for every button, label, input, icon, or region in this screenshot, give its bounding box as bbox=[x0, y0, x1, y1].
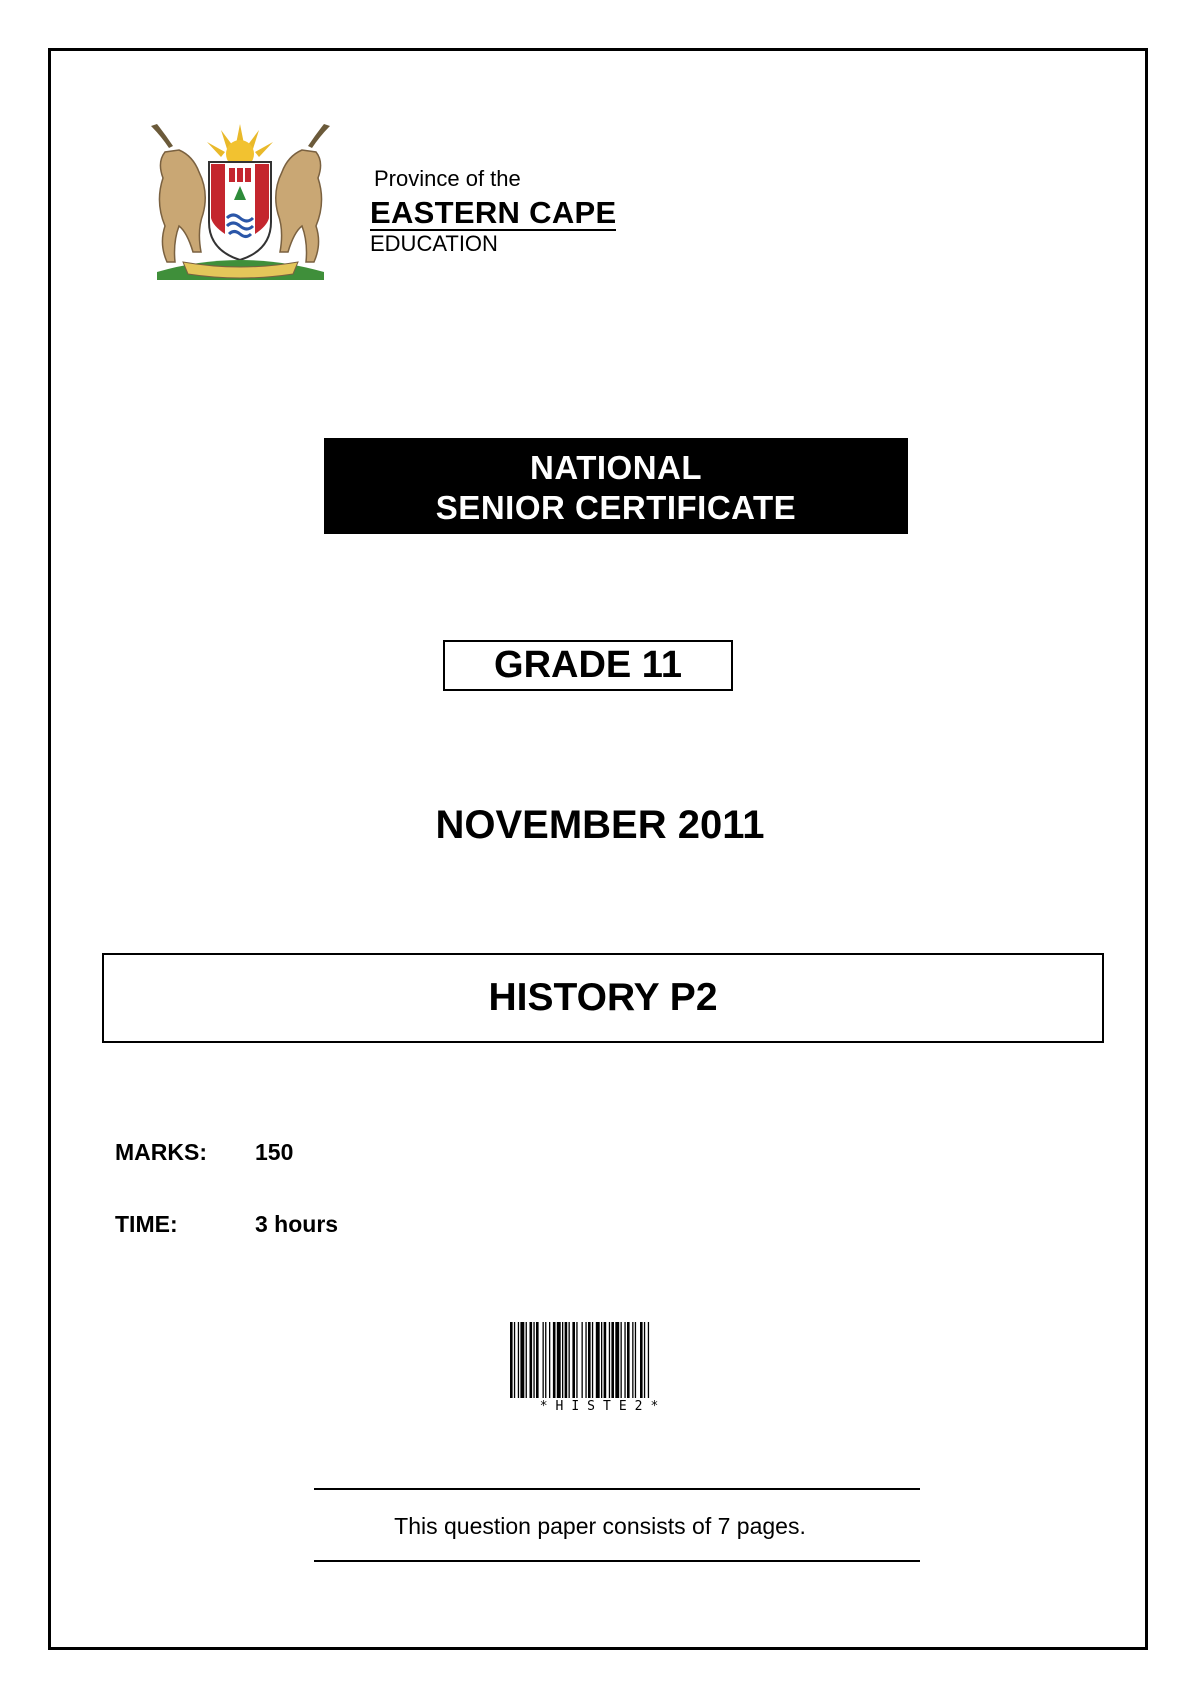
barcode-text: *HISTE2* bbox=[539, 1399, 667, 1414]
exam-date: NOVEMBER 2011 bbox=[435, 803, 765, 847]
subject-title: HISTORY P2 bbox=[102, 953, 1104, 1043]
province-line: Province of the bbox=[374, 166, 521, 191]
marks-label: MARKS: bbox=[115, 1139, 207, 1165]
barcode-bar bbox=[604, 1322, 607, 1398]
barcode-bar bbox=[611, 1322, 614, 1398]
barcode-bar bbox=[549, 1322, 550, 1398]
divider-bottom bbox=[314, 1560, 920, 1562]
barcode-bar bbox=[609, 1322, 610, 1398]
barcode-bar bbox=[533, 1322, 534, 1398]
barcode-bar bbox=[572, 1322, 575, 1398]
barcode-bar bbox=[592, 1322, 593, 1398]
barcode-bar bbox=[615, 1322, 619, 1398]
barcode-bar bbox=[632, 1322, 633, 1398]
barcode-bar bbox=[553, 1322, 556, 1398]
marks-value: 150 bbox=[255, 1139, 294, 1165]
barcode-bar bbox=[530, 1322, 533, 1398]
time-value: 3 hours bbox=[255, 1211, 339, 1237]
barcode-bar bbox=[545, 1322, 546, 1398]
barcode-bar bbox=[627, 1322, 630, 1398]
barcode-bar bbox=[585, 1322, 586, 1398]
barcode-bar bbox=[624, 1322, 625, 1398]
barcode-bar bbox=[601, 1322, 602, 1398]
page-count-note: This question paper consists of 7 pages. bbox=[394, 1513, 806, 1539]
barcode-bar bbox=[543, 1322, 544, 1398]
barcode-bar bbox=[520, 1322, 524, 1398]
certificate-line-1: NATIONAL bbox=[529, 449, 703, 486]
barcode-icon bbox=[508, 1322, 698, 1402]
coat-of-arms-icon bbox=[143, 122, 338, 284]
barcode-bar bbox=[621, 1322, 622, 1398]
certificate-banner bbox=[324, 438, 908, 534]
time-row bbox=[115, 1211, 338, 1238]
province-name: EASTERN CAPE bbox=[370, 195, 617, 230]
barcode-bar bbox=[518, 1322, 519, 1398]
province-header bbox=[370, 168, 616, 255]
time-label: TIME: bbox=[115, 1211, 178, 1237]
barcode-bar bbox=[557, 1322, 561, 1398]
grade-box: GRADE 11 bbox=[443, 640, 733, 691]
marks-row bbox=[115, 1139, 293, 1166]
barcode-bar bbox=[562, 1322, 563, 1398]
barcode-bar bbox=[514, 1322, 515, 1398]
barcode-bar bbox=[640, 1322, 643, 1398]
barcode-bar bbox=[588, 1322, 591, 1398]
certificate-line-2: SENIOR CERTIFICATE bbox=[435, 489, 797, 526]
barcode-bar bbox=[596, 1322, 600, 1398]
divider-top bbox=[314, 1488, 920, 1490]
barcode-bar bbox=[536, 1322, 539, 1398]
barcode-bar bbox=[576, 1322, 577, 1398]
barcode-bar bbox=[635, 1322, 636, 1398]
barcode-bar bbox=[648, 1322, 649, 1398]
barcode-bar bbox=[526, 1322, 527, 1398]
barcode-bar bbox=[565, 1322, 568, 1398]
barcode-bar bbox=[644, 1322, 645, 1398]
barcode-bar bbox=[569, 1322, 570, 1398]
barcode-bar bbox=[582, 1322, 583, 1398]
barcode-bar bbox=[510, 1322, 513, 1398]
department-name: EDUCATION bbox=[370, 231, 498, 256]
